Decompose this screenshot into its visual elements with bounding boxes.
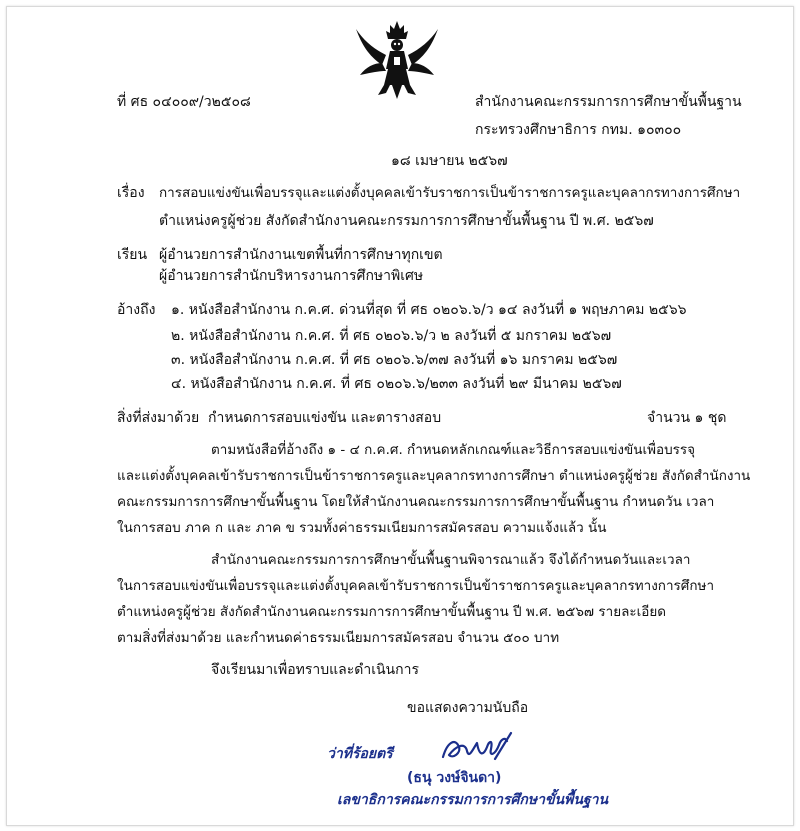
recipient-label: เรียน [117,247,148,263]
reference-item: ๑. หนังสือสำนักงาน ก.ค.ศ. ด่วนที่สุด ที่ ศธ ๐๒๐๖.๖/ว ๑๔ ลงวันที่ ๑ พฤษภาคม ๒๕๖๖ [171,302,687,318]
reference-item: ๔. หนังสือสำนักงาน ก.ค.ศ. ที่ ศธ ๐๒๐๖.๖/๒๓๓ ลงวันที่ ๒๙ มีนาคม ๒๕๖๗ [171,376,622,392]
paragraph-2-line: ในการสอบแข่งขันเพื่อบรรจุและแต่งตั้งบุคคลเข้ารับราชการเป็นข้าราชการครูและบุคลากรทางการศึกษา [117,578,715,594]
subject-label: เรื่อง [117,185,145,201]
reference-number: ที่ ศธ ๐๔๐๐๙/ว๒๕๐๘ [117,94,251,110]
subject-line-1: การสอบแข่งขันเพื่อบรรจุและแต่งตั้งบุคคลเข้ารับราชการเป็นข้าราชการครูและบุคลากรทางการศึกษา [159,185,741,201]
document-date: ๑๘ เมษายน ๒๕๖๗ [391,153,508,169]
paragraph-2-line: ตำแหน่งครูผู้ช่วย สังกัดสำนักงานคณะกรรมการการศึกษาขั้นพื้นฐาน ปี พ.ศ. ๒๕๖๗ รายละเอียด [117,604,667,620]
enclosure-quantity: จำนวน ๑ ชุด [647,410,727,426]
signer-rank: ว่าที่ร้อยตรี [327,746,393,762]
recipient-line-2: ผู้อำนวยการสำนักบริหารงานการศึกษาพิเศษ [159,268,424,284]
paragraph-2-line: ตามสิ่งที่ส่งมาด้วย และกำหนดค่าธรรมเนียมการสมัครสอบ จำนวน ๕๐๐ บาท [117,630,560,646]
recipient-line-1: ผู้อำนวยการสำนักงานเขตพื้นที่การศึกษาทุกเขต [159,247,443,263]
handwritten-signature [437,729,517,765]
paragraph-1-line: คณะกรรมการการศึกษาขั้นพื้นฐาน โดยให้สำนักงานคณะกรรมการการศึกษาขั้นพื้นฐาน กำหนดวัน เวลา [117,494,715,510]
signer-title: เลขาธิการคณะกรรมการการศึกษาขั้นพื้นฐาน [337,792,609,808]
office-name: สำนักงานคณะกรรมการการศึกษาขั้นพื้นฐาน [475,94,742,110]
paragraph-2-line: สำนักงานคณะกรรมการการศึกษาขั้นพื้นฐานพิจารณาแล้ว จึงได้กำหนดวันและเวลา [211,552,691,568]
paragraph-1-line: ในการสอบ ภาค ก และ ภาค ข รวมทั้งค่าธรรมเนียมการสมัครสอบ ความแจ้งแล้ว นั้น [117,520,607,536]
reference-item: ๒. หนังสือสำนักงาน ก.ค.ศ. ที่ ศธ ๐๒๐๖.๖/ว ๒ ลงวันที่ ๕ มกราคม ๒๕๖๗ [171,328,612,344]
references-label: อ้างถึง [117,302,156,318]
office-address: กระทรวงศึกษาธิการ กทม. ๑๐๓๐๐ [475,122,682,138]
subject-line-2: ตำแหน่งครูผู้ช่วย สังกัดสำนักงานคณะกรรมการการศึกษาขั้นพื้นฐาน ปี พ.ศ. ๒๕๖๗ [159,213,654,229]
paragraph-1-line: ตามหนังสือที่อ้างถึง ๑ - ๔ ก.ค.ศ. กำหนดหลักเกณฑ์และวิธีการสอบแข่งขันเพื่อบรรจุ [211,442,696,458]
closing-request: จึงเรียนมาเพื่อทราบและดำเนินการ [211,662,419,678]
reference-item: ๓. หนังสือสำนักงาน ก.ค.ศ. ที่ ศธ ๐๒๐๖.๖/๓๗ ลงวันที่ ๑๖ มกราคม ๒๕๖๗ [171,352,618,368]
document-page [6,6,794,826]
paragraph-1-line: และแต่งตั้งบุคคลเข้ารับราชการเป็นข้าราชการครูและบุคลากรทางการศึกษา ตำแหน่งครูผู้ช่วย สังกัดสำนักงาน [117,468,751,484]
enclosure-label: สิ่งที่ส่งมาด้วย [117,410,200,426]
enclosure-text: กำหนดการสอบแข่งขัน และตารางสอบ [208,410,442,426]
garuda-emblem-icon [352,19,442,101]
closing-salutation: ขอแสดงความนับถือ [407,700,529,716]
signer-name: (ธนุ วงษ์จินดา) [407,770,502,786]
